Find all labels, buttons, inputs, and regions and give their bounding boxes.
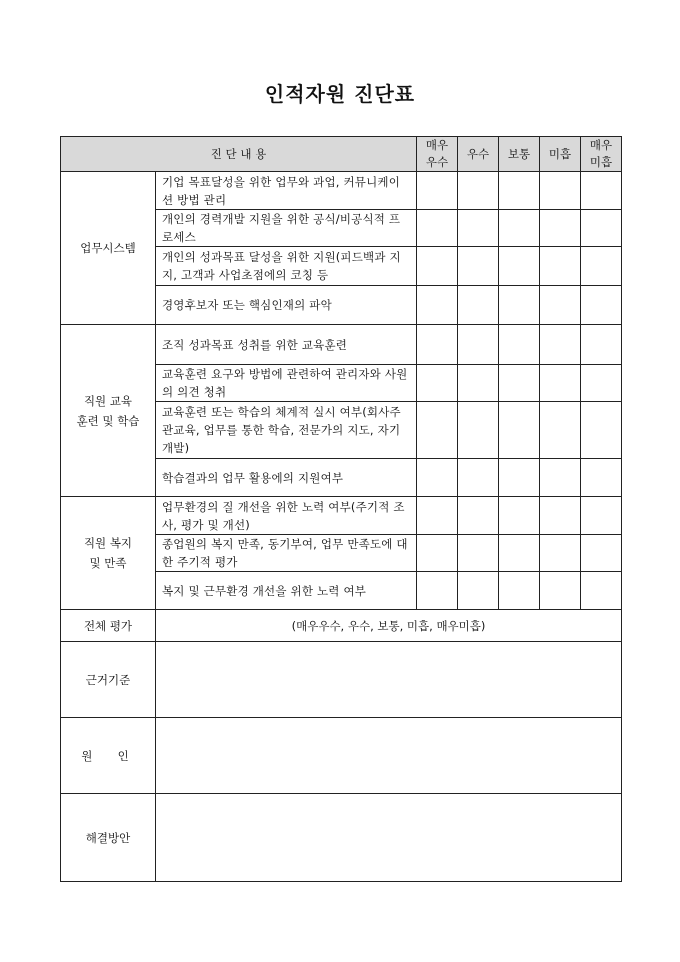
rating-cell[interactable]	[581, 402, 622, 459]
header-very-poor: 매우 미흡	[581, 137, 622, 172]
rating-cell[interactable]	[417, 325, 458, 365]
item-text: 종업원의 복지 만족, 동기부여, 업무 만족도에 대한 주기적 평가	[156, 535, 417, 572]
item-text: 개인의 경력개발 지원을 위한 공식/비공식적 프로세스	[156, 210, 417, 247]
rating-cell[interactable]	[581, 172, 622, 210]
rating-cell[interactable]	[499, 459, 540, 497]
rating-cell[interactable]	[581, 365, 622, 402]
rating-cell[interactable]	[581, 210, 622, 247]
rating-cell[interactable]	[581, 459, 622, 497]
rating-cell[interactable]	[499, 210, 540, 247]
header-row	[61, 137, 622, 172]
item-text: 복지 및 근무환경 개선을 위한 노력 여부	[156, 572, 417, 610]
item-text: 학습결과의 업무 활용에의 지원여부	[156, 459, 417, 497]
item-text: 기업 목표달성을 위한 업무와 과업, 커뮤니케이션 방법 관리	[156, 172, 417, 210]
rating-cell[interactable]	[540, 286, 581, 325]
rating-cell[interactable]	[540, 402, 581, 459]
rating-cell[interactable]	[581, 497, 622, 535]
header-poor: 미흡	[540, 137, 581, 172]
category-cell: 직원 복지 및 만족	[61, 497, 156, 610]
item-text: 경영후보자 또는 핵심인재의 파악	[156, 286, 417, 325]
rating-cell[interactable]	[499, 402, 540, 459]
item-text: 조직 성과목표 성취를 위한 교육훈련	[156, 325, 417, 365]
overall-options[interactable]: (매우우수, 우수, 보통, 미흡, 매우미흡)	[156, 610, 622, 642]
rating-cell[interactable]	[417, 247, 458, 286]
rating-cell[interactable]	[499, 572, 540, 610]
rating-cell[interactable]	[540, 365, 581, 402]
header-content: 진 단 내 용	[61, 137, 417, 172]
rating-cell[interactable]	[417, 365, 458, 402]
item-text: 교육훈련 요구와 방법에 관련하여 관리자와 사원의 의견 청취	[156, 365, 417, 402]
item-text: 업무환경의 질 개선을 위한 노력 여부(주기적 조사, 평가 및 개선)	[156, 497, 417, 535]
rating-cell[interactable]	[417, 572, 458, 610]
rating-cell[interactable]	[540, 247, 581, 286]
rating-cell[interactable]	[581, 535, 622, 572]
header-average: 보통	[499, 137, 540, 172]
rating-cell[interactable]	[499, 286, 540, 325]
rating-cell[interactable]	[499, 497, 540, 535]
rating-cell[interactable]	[540, 572, 581, 610]
rating-cell[interactable]	[417, 172, 458, 210]
table-row	[61, 497, 622, 535]
rating-cell[interactable]	[581, 572, 622, 610]
rating-cell[interactable]	[458, 325, 499, 365]
header-excellent: 우수	[458, 137, 499, 172]
cause-label: 원 인	[61, 718, 156, 794]
basis-field[interactable]	[156, 642, 622, 718]
rating-cell[interactable]	[458, 572, 499, 610]
solution-row	[61, 794, 622, 882]
rating-cell[interactable]	[499, 325, 540, 365]
rating-cell[interactable]	[581, 286, 622, 325]
rating-cell[interactable]	[458, 365, 499, 402]
rating-cell[interactable]	[499, 247, 540, 286]
diagnosis-table	[60, 136, 622, 882]
item-text: 교육훈련 또는 학습의 체계적 실시 여부(회사주관교육, 업무를 통한 학습, 전문가의 지도, 자기개발)	[156, 402, 417, 459]
cause-field[interactable]	[156, 718, 622, 794]
rating-cell[interactable]	[540, 172, 581, 210]
rating-cell[interactable]	[458, 459, 499, 497]
rating-cell[interactable]	[540, 210, 581, 247]
rating-cell[interactable]	[417, 402, 458, 459]
rating-cell[interactable]	[417, 497, 458, 535]
cause-row	[61, 718, 622, 794]
rating-cell[interactable]	[540, 497, 581, 535]
rating-cell[interactable]	[540, 535, 581, 572]
basis-row	[61, 642, 622, 718]
rating-cell[interactable]	[458, 286, 499, 325]
overall-row	[61, 610, 622, 642]
rating-cell[interactable]	[540, 459, 581, 497]
table-row	[61, 325, 622, 365]
item-text: 개인의 성과목표 달성을 위한 지원(피드백과 지지, 고객과 사업초점에의 코칭 등	[156, 247, 417, 286]
solution-field[interactable]	[156, 794, 622, 882]
rating-cell[interactable]	[540, 325, 581, 365]
rating-cell[interactable]	[458, 210, 499, 247]
rating-cell[interactable]	[581, 247, 622, 286]
rating-cell[interactable]	[417, 286, 458, 325]
basis-label: 근거기준	[61, 642, 156, 718]
table-row	[61, 172, 622, 210]
rating-cell[interactable]	[458, 497, 499, 535]
header-excellent-plus: 매우 우수	[417, 137, 458, 172]
rating-cell[interactable]	[458, 535, 499, 572]
page-title: 인적자원 진단표	[264, 82, 416, 106]
rating-cell[interactable]	[499, 365, 540, 402]
category-cell: 직원 교육 훈련 및 학습	[61, 325, 156, 497]
rating-cell[interactable]	[417, 535, 458, 572]
rating-cell[interactable]	[417, 459, 458, 497]
rating-cell[interactable]	[458, 172, 499, 210]
solution-label: 해결방안	[61, 794, 156, 882]
rating-cell[interactable]	[458, 247, 499, 286]
overall-label: 전체 평가	[61, 610, 156, 642]
rating-cell[interactable]	[499, 535, 540, 572]
rating-cell[interactable]	[499, 172, 540, 210]
rating-cell[interactable]	[417, 210, 458, 247]
category-cell: 업무시스템	[61, 172, 156, 325]
rating-cell[interactable]	[458, 402, 499, 459]
rating-cell[interactable]	[581, 325, 622, 365]
